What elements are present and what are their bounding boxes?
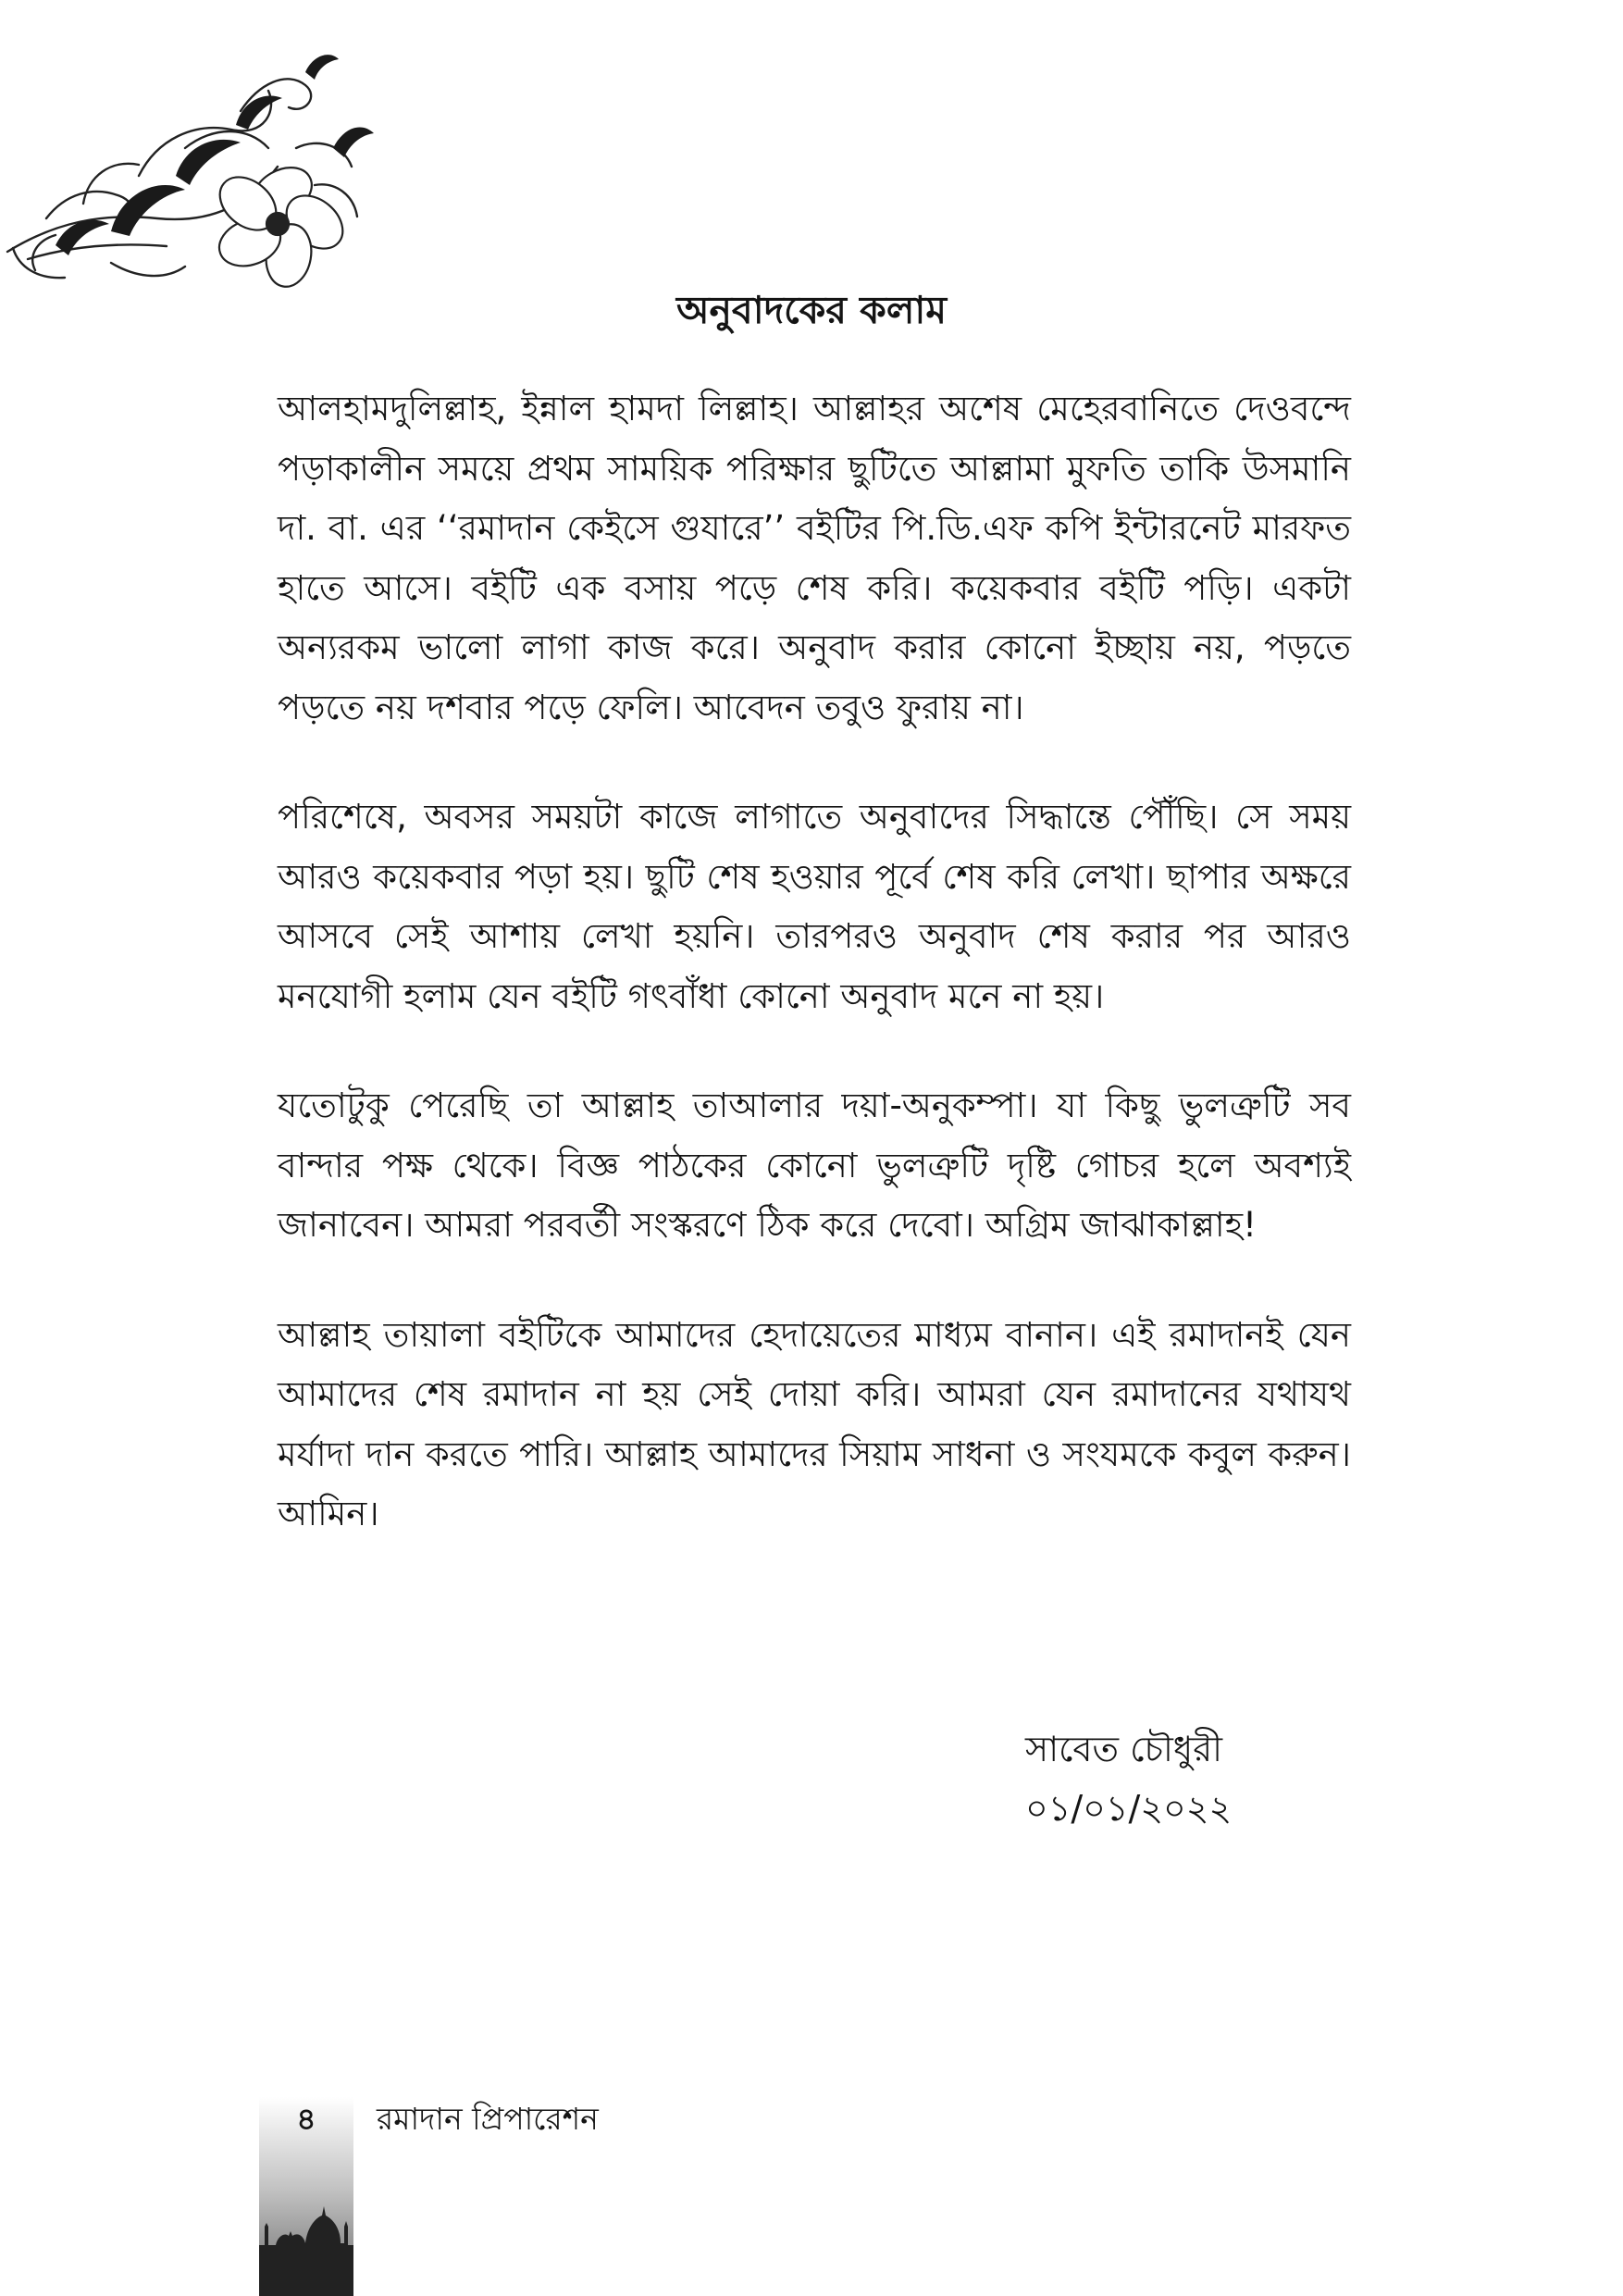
page-title: অনুবাদকের কলাম bbox=[675, 288, 948, 332]
paragraph: পরিশেষে, অবসর সময়টা কাজে লাগাতে অনুবাদের সিদ্ধান্তে পৌঁছি। সে সময় আরও কয়েকবার পড়া হয়। ছুটি শেষ হওয়ার পূর্বে শেষ করি লেখা। ছাপার অক্ষরে আসবে সেই আশায় লেখা হয়নি। তারপরও অনুবাদ শেষ করার পর আরও মনযোগী হলাম যেন বইটি গৎবাঁধা কোনো অনুবাদ মনে না হয়। bbox=[278, 797, 1351, 1016]
signature-date: ০১/০১/২০২২ bbox=[1025, 1788, 1233, 1829]
paragraph: যতোটুকু পেরেছি তা আল্লাহ তাআলার দয়া-অনুকম্পা। যা কিছু ভুলত্রুটি সব বান্দার পক্ষ থেকে। বিজ্ঞ পাঠকের কোনো ভুলত্রুটি দৃষ্টি গোচর হলে অবশ্যই জানাবেন। আমরা পরবর্তী সংস্করণে ঠিক করে দেবো। অগ্রিম জাঝাকাল্লাহ! bbox=[278, 1086, 1351, 1245]
body-text bbox=[278, 379, 1351, 1595]
signature-block bbox=[1025, 1719, 1232, 1838]
paragraph: আল্লাহ তায়ালা বইটিকে আমাদের হেদায়েতের মাধ্যম বানান। এই রমাদানই যেন আমাদের শেষ রমাদান না হয় সেই দোয়া করি। আমরা যেন রমাদানের যথাযথ মর্যাদা দান করতে পারি। আল্লাহ আমাদের সিয়াম সাধনা ও সংযমকে কবুল করুন। আমিন। bbox=[278, 1314, 1351, 1533]
author-name: সাবেত চৌধুরী bbox=[1025, 1729, 1222, 1769]
page-number: ৪ bbox=[296, 2101, 316, 2137]
paragraph: আলহামদুলিল্লাহ, ইন্নাল হামদা লিল্লাহ। আল্লাহর অশেষ মেহেরবানিতে দেওবন্দে পড়াকালীন সময়ে প্রথম সাময়িক পরিক্ষার ছুটিতে আল্লামা মুফতি তাকি উসমানি দা. বা. এর ‘‘রমাদান কেইসে গুযারে’’ বইটির পি.ডি.এফ কপি ইন্টারনেট মারফত হাতে আসে। বইটি এক বসায় পড়ে শেষ করি। কয়েকবার বইটি পড়ি। একটা অন্যরকম ভালো লাগা কাজ করে। অনুবাদ করার কোনো ইচ্ছায় নয়, পড়তে পড়তে নয় দশবার পড়ে ফেলি। আবেদন তবুও ফুরায় না। bbox=[278, 389, 1351, 727]
floral-ornament-icon bbox=[0, 37, 389, 305]
book-title: রমাদান প্রিপারেশন bbox=[377, 2101, 599, 2137]
